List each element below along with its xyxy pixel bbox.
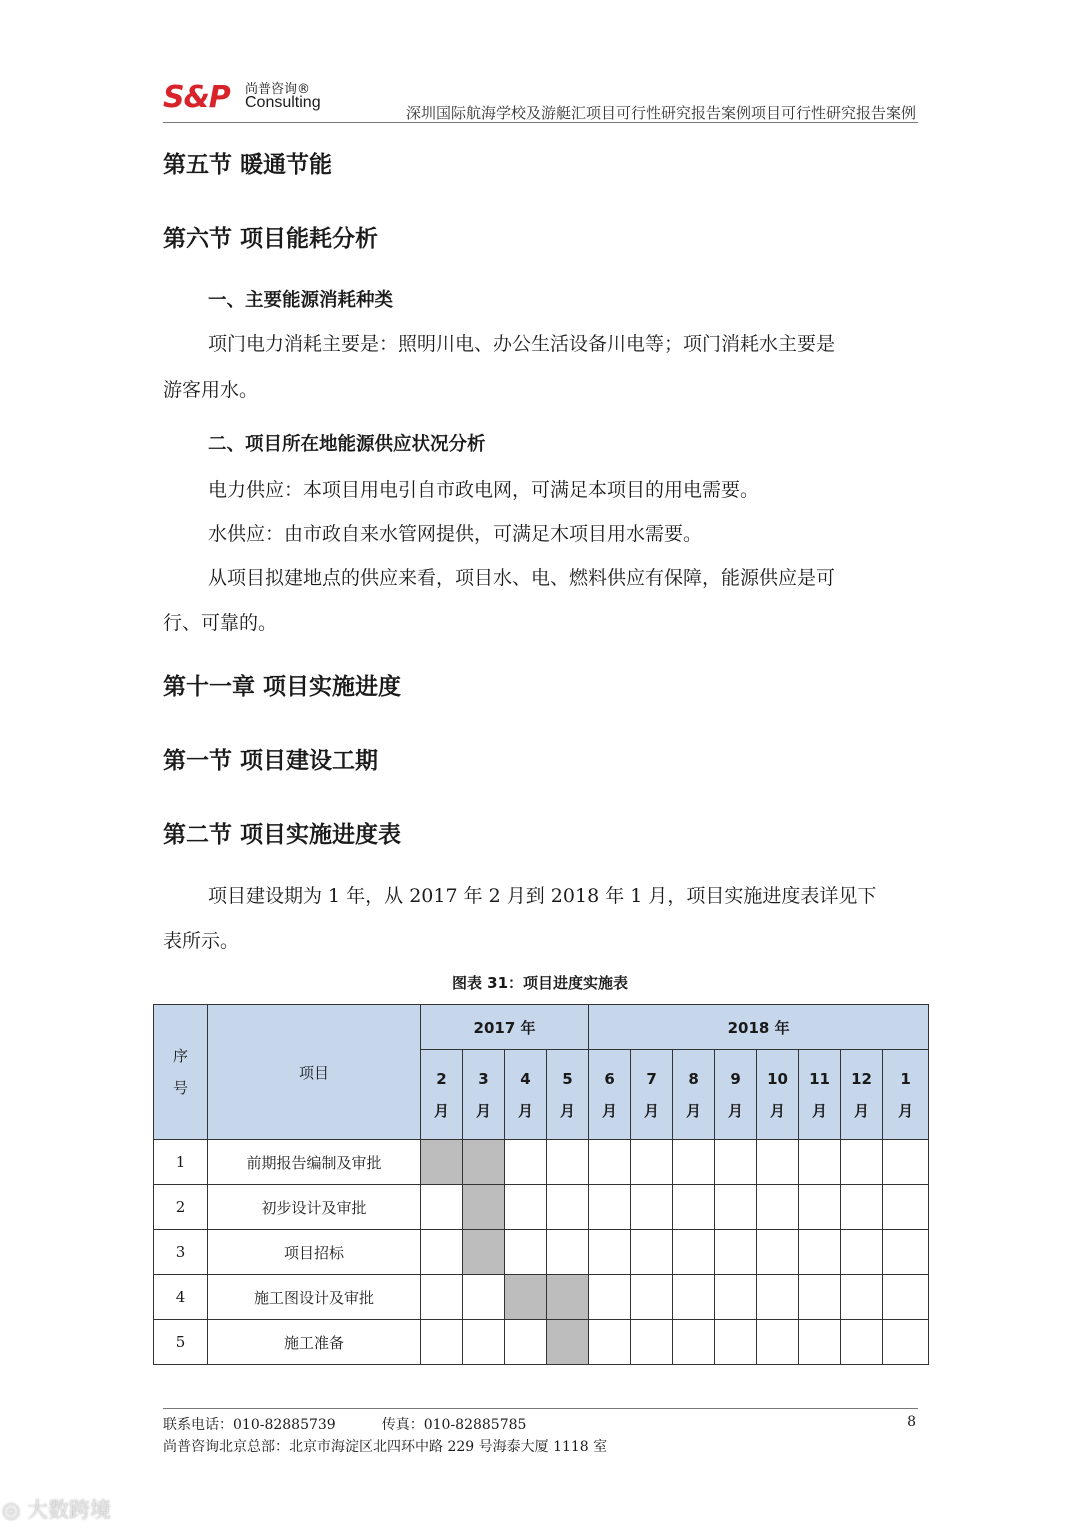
logo-english-name: Consulting <box>245 94 321 111</box>
schedule-cell <box>505 1185 547 1230</box>
schedule-cell-active <box>547 1320 589 1365</box>
paragraph-energy-types-line1: 项门电力消耗主要是：照明川电、办公生活设备川电等；项门消耗水主要是 <box>208 333 836 355</box>
header-month: 2 月 <box>421 1050 463 1140</box>
paragraph-water-supply: 水供应：由市政自来水管网提供，可满足木项目用水需要。 <box>208 523 703 545</box>
page-number: 8 <box>907 1414 916 1430</box>
schedule-cell <box>589 1230 631 1275</box>
row-item: 前期报告编制及审批 <box>208 1140 421 1185</box>
heading-chapter-11-section-1: 第一节 项目建设工期 <box>163 748 379 774</box>
schedule-cell <box>757 1275 799 1320</box>
row-number: 1 <box>154 1140 208 1185</box>
schedule-cell <box>757 1140 799 1185</box>
schedule-cell <box>589 1275 631 1320</box>
header-month: 12 月 <box>841 1050 883 1140</box>
subheading-energy-types: 一、主要能源消耗种类 <box>208 290 394 311</box>
schedule-cell-active <box>421 1140 463 1185</box>
header-month: 7 月 <box>631 1050 673 1140</box>
row-number: 5 <box>154 1320 208 1365</box>
schedule-cell <box>673 1140 715 1185</box>
schedule-cell <box>547 1230 589 1275</box>
schedule-cell <box>421 1320 463 1365</box>
header-month: 3 月 <box>463 1050 505 1140</box>
schedule-cell <box>673 1230 715 1275</box>
header-month: 4 月 <box>505 1050 547 1140</box>
paragraph-energy-types-line2: 游客用水。 <box>163 379 259 401</box>
footer-address: 尚普咨询北京总部：北京市海淀区北四环中路 229 号海泰大厦 1118 室 <box>163 1439 608 1455</box>
schedule-cell <box>589 1140 631 1185</box>
schedule-cell <box>589 1185 631 1230</box>
footer-contact <box>163 1414 526 1434</box>
heading-section-5: 第五节 暖通节能 <box>163 152 333 178</box>
schedule-cell <box>841 1230 883 1275</box>
row-item: 施工图设计及审批 <box>208 1275 421 1320</box>
schedule-cell <box>799 1185 841 1230</box>
paragraph-supply-conclusion-line2: 行、可靠的。 <box>163 612 278 634</box>
table-row <box>154 1140 929 1185</box>
schedule-cell <box>463 1320 505 1365</box>
schedule-cell <box>841 1140 883 1185</box>
schedule-cell <box>883 1320 929 1365</box>
schedule-cell <box>841 1275 883 1320</box>
watermark: ◎ 大数跨境 <box>2 1498 111 1522</box>
paragraph-schedule-intro-line1: 项目建设期为 1 年，从 2017 年 2 月到 2018 年 1 月，项目实施进度表详见下 <box>208 885 877 907</box>
heading-chapter-11: 第十一章 项目实施进度 <box>163 674 402 700</box>
schedule-cell <box>505 1320 547 1365</box>
schedule-cell-active <box>547 1275 589 1320</box>
schedule-cell <box>673 1275 715 1320</box>
header-item: 项目 <box>208 1005 421 1140</box>
logo-mark: S&P <box>163 80 230 115</box>
row-item: 初步设计及审批 <box>208 1185 421 1230</box>
table-row <box>154 1320 929 1365</box>
schedule-cell <box>883 1275 929 1320</box>
logo-chinese-name: 尚普咨询® <box>245 82 311 97</box>
schedule-cell <box>631 1320 673 1365</box>
schedule-cell <box>505 1140 547 1185</box>
schedule-cell <box>421 1275 463 1320</box>
table-row <box>154 1230 929 1275</box>
schedule-cell <box>799 1320 841 1365</box>
header-year-2018: 2018 年 <box>589 1005 929 1050</box>
table-row <box>154 1185 929 1230</box>
paragraph-power-supply: 电力供应：本项目用电引自市政电网，可满足本项目的用电需要。 <box>208 479 760 501</box>
schedule-cell <box>799 1275 841 1320</box>
schedule-cell <box>883 1140 929 1185</box>
running-header-title: 深圳国际航海学校及游艇汇项目可行性研究报告案例项目可行性研究报告案例 <box>405 104 916 122</box>
schedule-cell <box>883 1230 929 1275</box>
row-item: 施工准备 <box>208 1320 421 1365</box>
schedule-cell <box>841 1185 883 1230</box>
schedule-cell <box>757 1320 799 1365</box>
header-seq: 序 号 <box>154 1005 208 1140</box>
schedule-cell <box>715 1140 757 1185</box>
row-number: 2 <box>154 1185 208 1230</box>
schedule-cell <box>589 1320 631 1365</box>
paragraph-supply-conclusion-line1: 从项目拟建地点的供应来看，项目水、电、燃料供应有保障，能源供应是可 <box>208 567 836 589</box>
schedule-cell <box>463 1275 505 1320</box>
schedule-cell <box>757 1185 799 1230</box>
schedule-cell <box>631 1140 673 1185</box>
schedule-cell <box>673 1185 715 1230</box>
schedule-cell <box>799 1140 841 1185</box>
header-year-2017: 2017 年 <box>421 1005 589 1050</box>
header-divider <box>163 122 918 123</box>
header-month: 9 月 <box>715 1050 757 1140</box>
schedule-cell <box>547 1140 589 1185</box>
schedule-cell <box>421 1230 463 1275</box>
header-month: 1 月 <box>883 1050 929 1140</box>
heading-section-6: 第六节 项目能耗分析 <box>163 226 379 252</box>
schedule-cell-active <box>463 1230 505 1275</box>
schedule-cell <box>757 1230 799 1275</box>
schedule-cell <box>715 1185 757 1230</box>
row-item: 项目招标 <box>208 1230 421 1275</box>
header-month: 5 月 <box>547 1050 589 1140</box>
schedule-cell <box>421 1185 463 1230</box>
schedule-cell <box>883 1185 929 1230</box>
schedule-cell <box>631 1230 673 1275</box>
subheading-energy-supply: 二、项目所在地能源供应状况分析 <box>208 434 486 455</box>
schedule-cell-active <box>463 1140 505 1185</box>
schedule-cell <box>841 1320 883 1365</box>
schedule-cell <box>673 1320 715 1365</box>
year-header-row <box>154 1005 929 1050</box>
heading-chapter-11-section-2: 第二节 项目实施进度表 <box>163 822 402 848</box>
table-caption: 图表 31：项目进度实施表 <box>451 974 629 992</box>
header-month: 8 月 <box>673 1050 715 1140</box>
header-month: 6 月 <box>589 1050 631 1140</box>
schedule-cell <box>715 1320 757 1365</box>
schedule-table <box>153 1004 929 1365</box>
header-month: 10 月 <box>757 1050 799 1140</box>
schedule-cell <box>631 1275 673 1320</box>
paragraph-schedule-intro-line2: 表所示。 <box>163 930 240 952</box>
footer-divider <box>163 1408 918 1409</box>
footer-phone: 联系电话：010-82885739 <box>163 1417 336 1433</box>
schedule-cell-active <box>463 1185 505 1230</box>
table-row <box>154 1275 929 1320</box>
header-month: 11 月 <box>799 1050 841 1140</box>
schedule-cell <box>505 1230 547 1275</box>
schedule-cell <box>799 1230 841 1275</box>
row-number: 4 <box>154 1275 208 1320</box>
schedule-cell-active <box>505 1275 547 1320</box>
footer-fax: 传真：010-82885785 <box>381 1417 527 1433</box>
schedule-cell <box>715 1275 757 1320</box>
schedule-cell <box>547 1185 589 1230</box>
schedule-cell <box>715 1230 757 1275</box>
row-number: 3 <box>154 1230 208 1275</box>
schedule-cell <box>631 1185 673 1230</box>
